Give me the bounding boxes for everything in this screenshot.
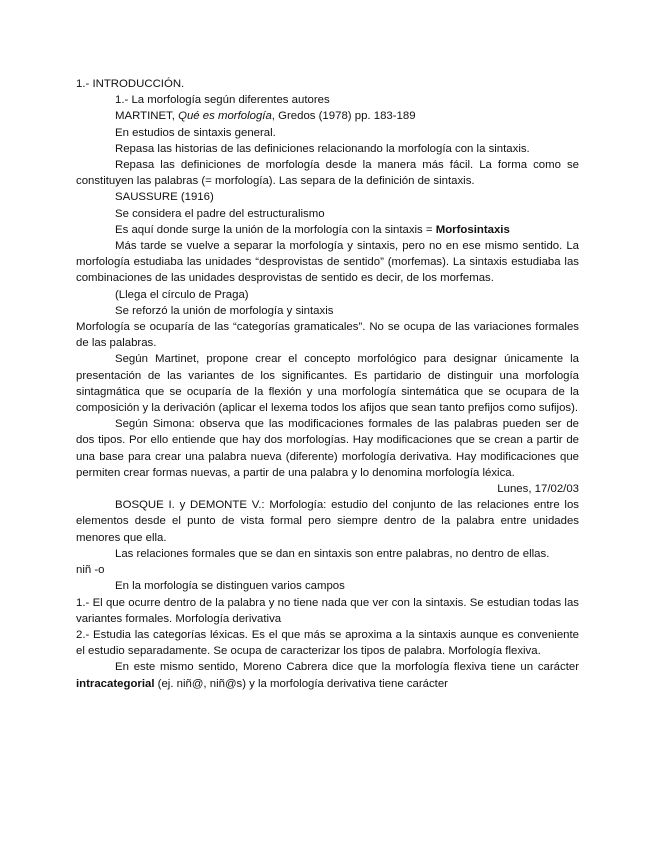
date-label: Lunes, 17/02/03 [497,483,579,496]
list-item-2: 2.- Estudia las categorías léxicas. Es el que más se aproxima a la sintaxis aunque es conveniente el estudio separadamente. Se ocupa de caracterizar los tipos de palabra. Morfología flexiva. [76,628,579,658]
ref-author: MARTINET, [115,110,179,123]
paragraph: Las relaciones formales que se dan en sintaxis son entre palabras, no dentro de ellas. [115,547,550,560]
term-intracategorial: intracategorial [76,677,155,690]
paragraph: Más tarde se vuelve a separar la morfología y sintaxis, pero no en ese mismo sentido. La morfología estudiaba las unidades “desprovistas de sentido” (morfemas). La sintaxis estudiaba las combinaciones de las unidades desprovistas de sentido es decir, de los morfemas. [76,240,579,285]
paragraph-morfosintaxis [76,222,579,238]
ref-title: Qué es morfología [178,110,272,123]
paragraph-simona: Según Simona: observa que las modificaciones formales de las palabras pueden ser de dos tipos. Por ello entiende que hay dos morfologías. Hay modificaciones que se crean a partir de una base para crear una palabra nueva (diferente) morfología derivativa. Hay modificaciones que permiten crear formas nuevas, a partir de una palabra y lo denomina morfología léxica. [76,418,579,479]
term-morfosintaxis: Morfosintaxis [435,223,510,236]
paragraph: Repasa las definiciones de morfología desde la manera más fácil. La forma como se constituyen las palabras (= morfología). Las separa de la definición de sintaxis. [76,159,579,188]
paragraph: Se reforzó la unión de morfología y sintaxis [115,304,334,317]
paragraph: En estudios de sintaxis general. [115,126,276,139]
paragraph-moreno-cabrera [76,659,579,691]
ref-publisher: , Gredos (1978) pp. 183-189 [271,110,416,123]
subheading-morfologia-autores: 1.- La morfología según diferentes autores [115,94,330,107]
example-nino: niñ -o [76,564,105,577]
paragraph-bosque-demonte: BOSQUE I. y DEMONTE V.: Morfología: estudio del conjunto de las relaciones entre los elementos desde el punto de vista formal pero siempre dentro de la palabra entre unidades menores que ella. [76,499,579,544]
reference-martinet [76,108,579,124]
subheading-saussure: SAUSSURE (1916) [115,191,214,204]
paragraph: Se considera el padre del estructuralismo [115,207,325,220]
paragraph: (Llega el círculo de Praga) [115,288,249,301]
paragraph: Repasa las historias de las definiciones relacionando la morfología con la sintaxis. [115,142,530,155]
paragraph: Morfología se ocuparía de las “categorías gramaticales”. No se ocupa de las variaciones formales de las palabras. [76,321,579,350]
list-item-1: 1.- El que ocurre dentro de la palabra y no tiene nada que ver con la sintaxis. Se estudian todas las variantes formales. Morfología derivativa [76,596,579,625]
text-span: Es aquí donde surge la unión de la morfología con la sintaxis = [115,223,436,236]
text-span: (ej. niñ@, niñ@s) y la morfología derivativa tiene carácter [154,677,448,690]
paragraph-martinet: Según Martinet, propone crear el concepto morfológico para designar únicamente la presentación de las variantes de los significantes. Es partidario de distinguir una morfología sintagmática que se ocuparía de la flexión y una morfología sintemática que se ocupara de la composición y la derivación (aplicar el lexema todos los afijos que sean tanto prefijos como sufijos). [76,353,579,415]
text-span: En este mismo sentido, Moreno Cabrera dice que la morfología flexiva tiene un carácter [115,661,579,674]
paragraph: En la morfología se distinguen varios campos [115,580,345,593]
heading-introduccion: 1.- INTRODUCCIÓN. [76,78,185,90]
